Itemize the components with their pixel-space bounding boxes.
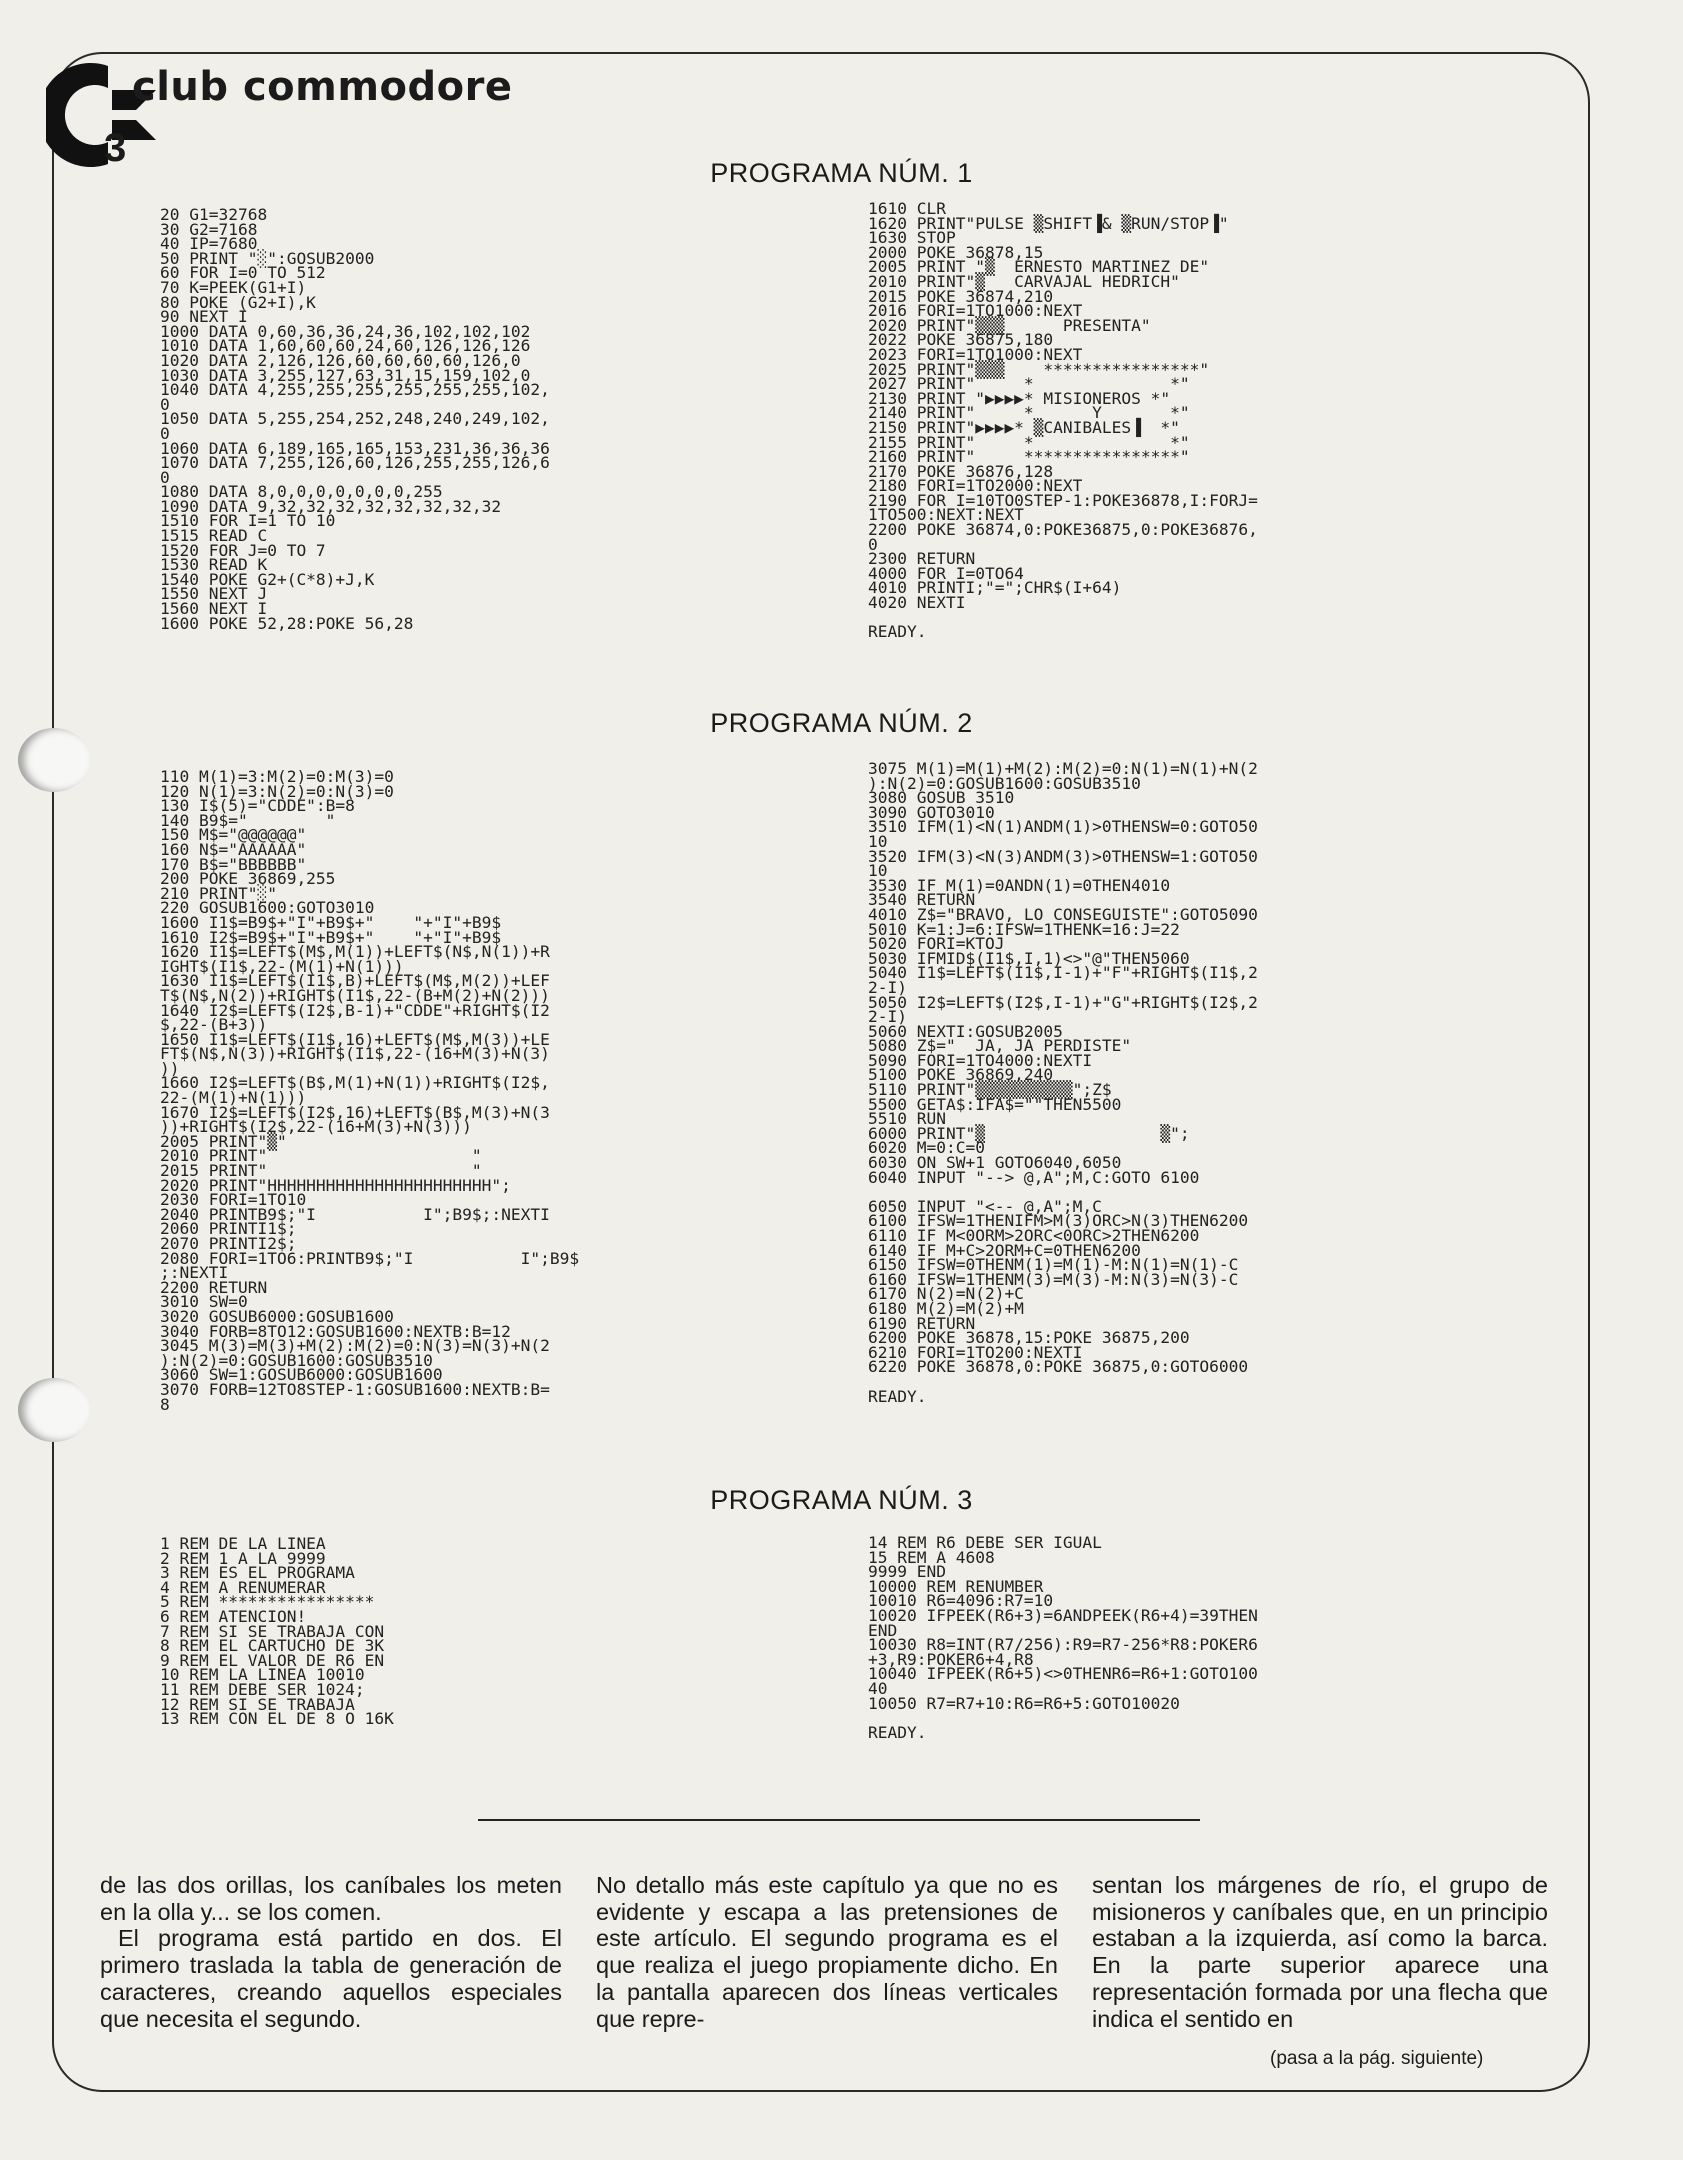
binder-hole-top — [18, 728, 90, 792]
page-number: 3 — [104, 126, 127, 170]
article-col1-paragraph-1: de las dos orillas, los caníbales los meten en la olla y... se los comen. — [100, 1872, 562, 1925]
section-title-3: PROGRAMA NÚM. 3 — [710, 1485, 973, 1515]
section-title-2: PROGRAMA NÚM. 2 — [710, 708, 973, 738]
program-3-right-code: 14 REM R6 DEBE SER IGUAL 15 REM A 4608 9999 END 10000 REM RENUMBER 10010 R6=4096:R7=10 10020 IFPEEK(R6+3)=6ANDPEEK(R6+4)=39THEN END 10030 R8=INT(R7/256):R9=R7-256*R8:POKER6 +3,R9:POKER6+4,R8 10040 IFPEEK(R6+5)<>0THENR6=R6+1:GOTO100 40 10050 R7=R7+10:R6=R6+5:GOTO10020 READY. — [868, 1533, 1258, 1742]
program-2-right-code: 3075 M(1)=M(1)+M(2):M(2)=0:N(1)=N(1)+N(2 ):N(2)=0:GOSUB1600:GOSUB3510 3080 GOSUB 3510 3090 GOTO3010 3510 IFM(1)<N(1)ANDM(1)>0THENSW=0:GOTO50 10 3520 IFM(3)<N(3)ANDM(3)>0THENSW=1:GOTO50 10 3530 IF M(1)=0ANDN(1)=0THEN4010 3540 RETURN 4010 Z$="BRAVO, LO CONSEGUISTE":GOTO5090 5010 K=1:J=6:IFSW=1THENK=16:J=22 5020 FORI=KTOJ 5030 IFMID$(I1$,I,1)<>"@"THEN5060 5040 I1$=LEFT$(I1$,I-1)+"F"+RIGHT$(I1$,2 2-I) 5050 I2$=LEFT$(I2$,I-1)+"G"+RIGHT$(I2$,2 2-I) 5060 NEXTI:GOSUB2005 5080 Z$=" JA, JA PERDISTE" 5090 FORI=1TO4000:NEXTI 5100 POKE 36869,240 5110 PRINT"▒▒▒▒▒▒▒▒▒▒";Z$ 5500 GETA$:IFA$=""THEN5500 5510 RUN 6000 PRINT"▒ ▒"; 6020 M=0:C=0 6030 ON SW+1 GOTO6040,6050 6040 INPUT "--> @,A";M,C:GOTO 6100 6050 INPUT "<-- @,A";M,C 6100 IFSW=1THENIFM>M(3)ORC>N(3)THEN6200 6110 IF M<0ORM>2ORC<0ORC>2THEN6200 6140 IF M+C>2ORM+C=0THEN6200 6150 IFSW=0THENM(1)=M(1)-M:N(1)=N(1)-C 6160 IFSW=1THENM(3)=M(3)-M:N(3)=N(3)-C 6170 N(2)=N(2)+C 6180 M(2)=M(2)+M 6190 RETURN 6200 POKE 36878,15:POKE 36875,200 6210 FORI=1TO200:NEXTI 6220 POKE 36878,0:POKE 36875,0:GOTO6000 READY. — [868, 759, 1258, 1406]
article-column-1 — [100, 1872, 562, 2092]
header-brand: club commodore — [132, 64, 513, 110]
program-1-left-code: 20 G1=32768 30 G2=7168 40 IP=7680 50 PRINT "░":GOSUB2000 60 FOR I=0 TO 512 70 K=PEEK(G1+I) 80 POKE (G2+I),K 90 NEXT I 1000 DATA 0,60,36,36,24,36,102,102,102 1010 DATA 1,60,60,60,24,60,126,126,126 1020 DATA 2,126,126,60,60,60,60,126,0 1030 DATA 3,255,127,63,31,15,159,102,0 1040 DATA 4,255,255,255,255,255,255,102, 0 1050 DATA 5,255,254,252,248,240,249,102, 0 1060 DATA 6,189,165,165,153,231,36,36,36 1070 DATA 7,255,126,60,126,255,255,126,6 0 1080 DATA 8,0,0,0,0,0,0,0,255 1090 DATA 9,32,32,32,32,32,32,32,32 1510 FOR I=1 TO 10 1515 READ C 1520 FOR J=0 TO 7 1530 READ K 1540 POKE G2+(C*8)+J,K 1550 NEXT J 1560 NEXT I 1600 POKE 52,28:POKE 56,28 — [160, 205, 550, 633]
program-2-left-code: 110 M(1)=3:M(2)=0:M(3)=0 120 N(1)=3:N(2)=0:N(3)=0 130 I$(5)="CDDE":B=8 140 B9$=" " 150 M$="@@@@@@" 160 N$="AAAAAA" 170 B$="BBBBBB" 200 POKE 36869,255 210 PRINT"░" 220 GOSUB1600:GOTO3010 1600 I1$=B9$+"I"+B9$+" "+"I"+B9$ 1610 I2$=B9$+"I"+B9$+" "+"I"+B9$ 1620 I1$=LEFT$(M$,M(1))+LEFT$(N$,N(1))+R IGHT$(I1$,22-(M(1)+N(1))) 1630 I1$=LEFT$(I1$,B)+LEFT$(M$,M(2))+LEF T$(N$,N(2))+RIGHT$(I1$,22-(B+M(2)+N(2))) 1640 I2$=LEFT$(I2$,B-1)+"CDDE"+RIGHT$(I2 $,22-(B+3)) 1650 I1$=LEFT$(I1$,16)+LEFT$(M$,M(3))+LE FT$(N$,N(3))+RIGHT$(I1$,22-(16+M(3)+N(3) )) 1660 I2$=LEFT$(B$,M(1)+N(1))+RIGHT$(I2$, 22-(M(1)+N(1))) 1670 I2$=LEFT$(I2$,16)+LEFT$(B$,M(3)+N(3 ))+RIGHT$(I2$,22-(16+M(3)+N(3))) 2005 PRINT"▒" 2010 PRINT" " 2015 PRINT" " 2020 PRINT"HHHHHHHHHHHHHHHHHHHHHHH"; 2030 FORI=1TO10 2040 PRINTB9$;"I I";B9$;:NEXTI 2060 PRINTI1$; 2070 PRINTI2$; 2080 FORI=1TO6:PRINTB9$;"I I";B9$ ;:NEXTI 2200 RETURN 3010 SW=0 3020 GOSUB6000:GOSUB1600 3040 FORB=8TO12:GOSUB1600:NEXTB:B=12 3045 M(3)=M(3)+M(2):M(2)=0:N(3)=N(3)+N(2 ):N(2)=0:GOSUB1600:GOSUB3510 3060 SW=1:GOSUB6000:GOSUB1600 3070 FORB=12TO8STEP-1:GOSUB1600:NEXTB:B= 8 — [160, 767, 580, 1414]
section-title-1: PROGRAMA NÚM. 1 — [710, 158, 973, 188]
binder-hole-bottom — [18, 1378, 90, 1442]
article-col1-paragraph-2: El programa está partido en dos. El primero traslada la tabla de generación de caracteres, creando aquellos especiales que necesita el segundo. — [100, 1925, 562, 2032]
continued-note: (pasa a la pág. siguiente) — [1270, 2048, 1484, 2069]
article-col3-paragraph: sentan los márgenes de río, el grupo de misioneros y caníbales que, en un principio estaban a la izquierda, así como la barca. En la parte superior aparece una representación formada por una flecha que indica el sentido en — [1092, 1872, 1548, 2032]
program-3-left-code: 1 REM DE LA LINEA 2 REM 1 A LA 9999 3 REM ES EL PROGRAMA 4 REM A RENUMERAR 5 REM **************** 6 REM ATENCION! 7 REM SI SE TRABAJA CON 8 REM EL CARTUCHO DE 3K 9 REM EL VALOR DE R6 EN 10 REM LA LINEA 10010 11 REM DEBE SER 1024; 12 REM SI SE TRABAJA 13 REM CON EL DE 8 O 16K — [160, 1534, 394, 1729]
article-column-2 — [596, 1872, 1058, 2092]
section-divider — [478, 1819, 1200, 1821]
program-1-right-code: 1610 CLR 1620 PRINT"PULSE ▒SHIFT▐& ▒RUN/STOP▐" 1630 STOP 2000 POKE 36878,15 2005 PRINT "▒ ERNESTO MARTINEZ DE" 2010 PRINT"▒ CARVAJAL HEDRICH" 2015 POKE 36874,210 2016 FORI=1TO1000:NEXT 2020 PRINT"▒▒▒ PRESENTA" 2022 POKE 36875,180 2023 FORI=1TO1000:NEXT 2025 PRINT"▒▒▒ ****************" 2027 PRINT" * *" 2130 PRINT "▶▶▶▶* MISIONEROS *" 2140 PRINT" * Y *" 2150 PRINT"▶▶▶▶* ▒CANIBALES▐ *" 2155 PRINT" * *" 2160 PRINT" ****************" 2170 POKE 36876,128 2180 FORI=1TO2000:NEXT 2190 FOR I=10TO0STEP-1:POKE36878,I:FORJ= 1TO500:NEXT:NEXT 2200 POKE 36874,0:POKE36875,0:POKE36876, 0 2300 RETURN 4000 FOR I=0TO64 4010 PRINTI;"=";CHR$(I+64) 4020 NEXTI READY. — [868, 199, 1258, 642]
article-col2-paragraph: No detallo más este capítulo ya que no es evidente y escapa a las pretensiones de este artículo. El segundo programa es el que realiza el juego propiamente dicho. En la pantalla aparecen dos líneas verticales que repre- — [596, 1872, 1058, 2032]
